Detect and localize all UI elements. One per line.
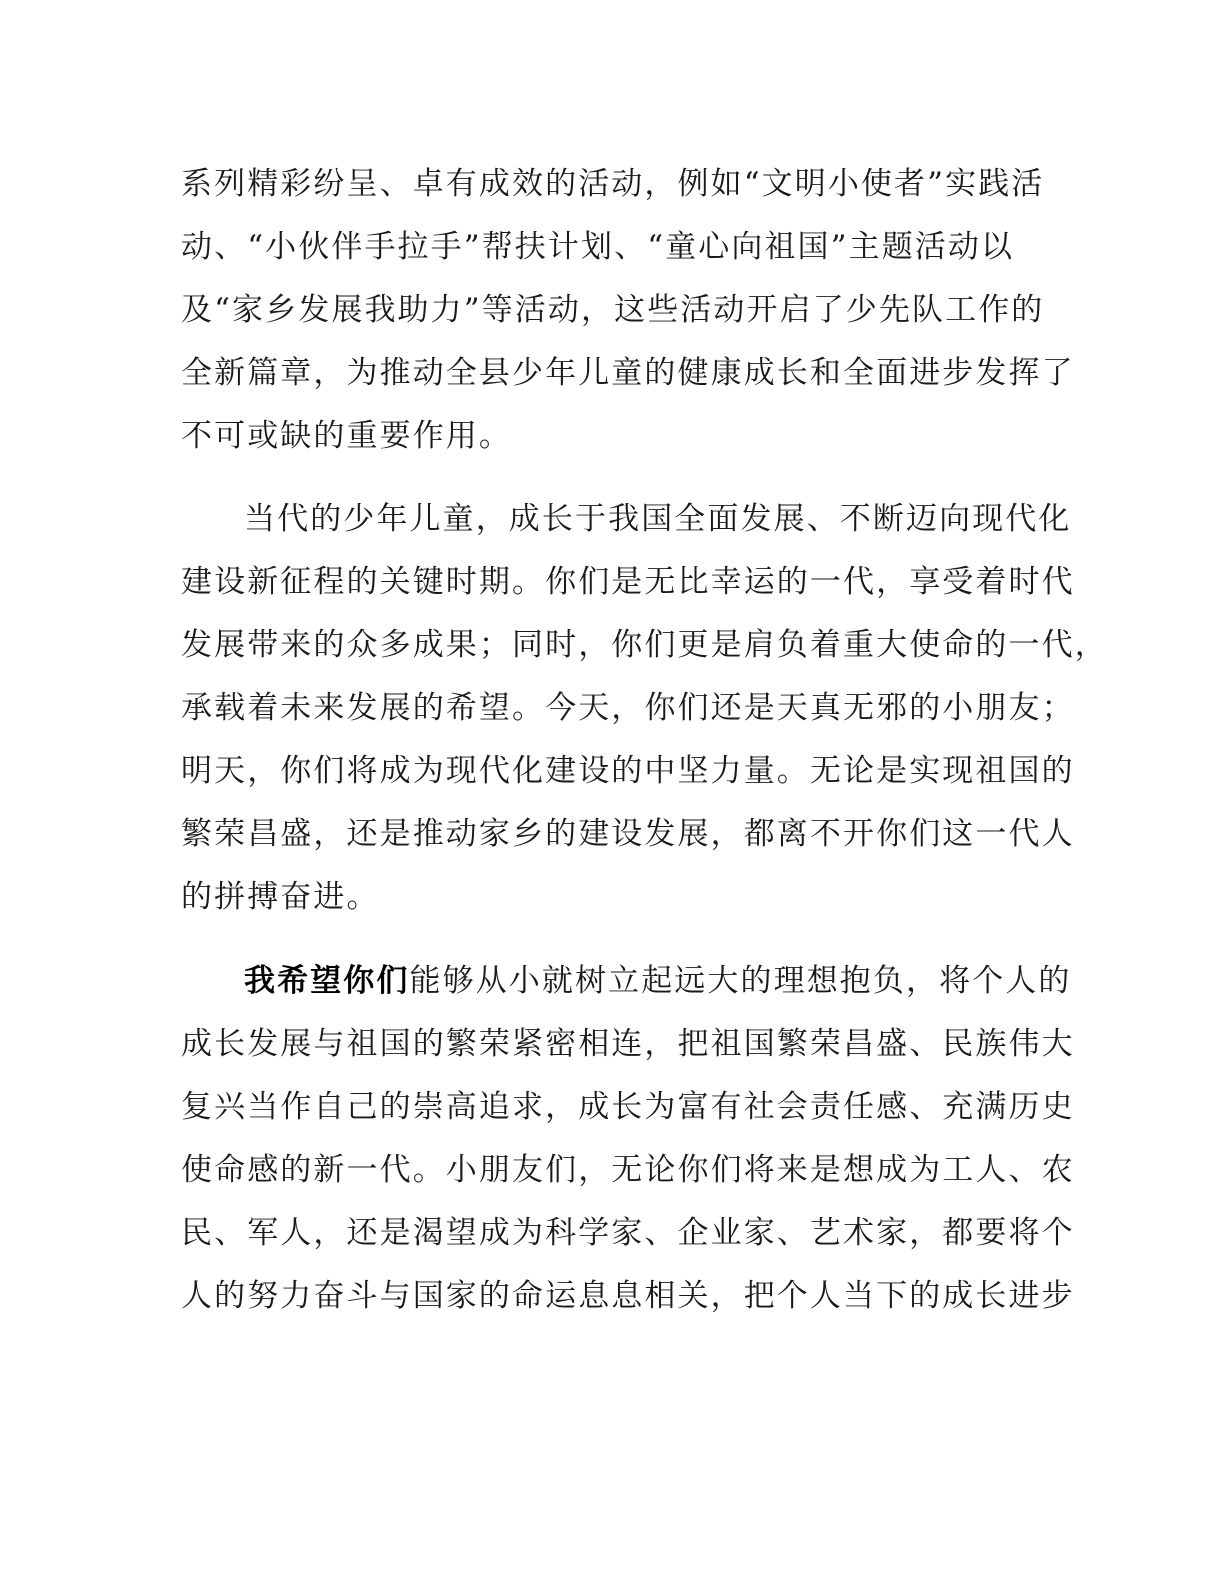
text-line: 复兴当作自己的崇高追求，成长为富有社会责任感、充满历史: [181, 1089, 1075, 1125]
text-line: 承载着未来发展的希望。今天，你们还是天真无邪的小朋友；: [181, 690, 1075, 726]
text-line: 人的努力奋斗与国家的命运息息相关，把个人当下的成长进步: [181, 1278, 1075, 1314]
text-line: [244, 961, 1072, 1001]
text-line: 当代的少年儿童，成长于我国全面发展、不断迈向现代化: [244, 501, 1072, 537]
bold-lead-phrase: 我希望你们: [244, 963, 410, 999]
text-line: 系列精彩纷呈、卓有成效的活动，例如“文明小使者”实践活: [181, 166, 1045, 202]
text-line: 动、“小伙伴手拉手”帮扶计划、“童心向祖国”主题活动以: [181, 229, 1015, 265]
text-line: 繁荣昌盛，还是推动家乡的建设发展，都离不开你们这一代人: [181, 816, 1075, 852]
text-line: 及“家乡发展我助力”等活动，这些活动开启了少先队工作的: [181, 292, 1045, 328]
text-line: 明天，你们将成为现代化建设的中坚力量。无论是实现祖国的: [181, 753, 1075, 789]
text-line: 全新篇章，为推动全县少年儿童的健康成长和全面进步发挥了: [181, 355, 1075, 391]
text-line: 的拼搏奋进。: [181, 879, 380, 915]
text-line: 建设新征程的关键时期。你们是无比幸运的一代，享受着时代: [181, 564, 1075, 600]
text-line: 使命感的新一代。小朋友们，无论你们将来是想成为工人、农: [181, 1152, 1075, 1188]
text-line-rest: 能够从小就树立起远大的理想抱负，将个人的: [409, 963, 1072, 999]
text-line: 发展带来的众多成果；同时，你们更是肩负着重大使命的一代，: [181, 627, 1108, 663]
text-line: 不可或缺的重要作用。: [181, 418, 512, 454]
text-line: 成长发展与祖国的繁荣紧密相连，把祖国繁荣昌盛、民族伟大: [181, 1026, 1075, 1062]
text-line: 民、军人，还是渴望成为科学家、企业家、艺术家，都要将个: [181, 1215, 1075, 1251]
